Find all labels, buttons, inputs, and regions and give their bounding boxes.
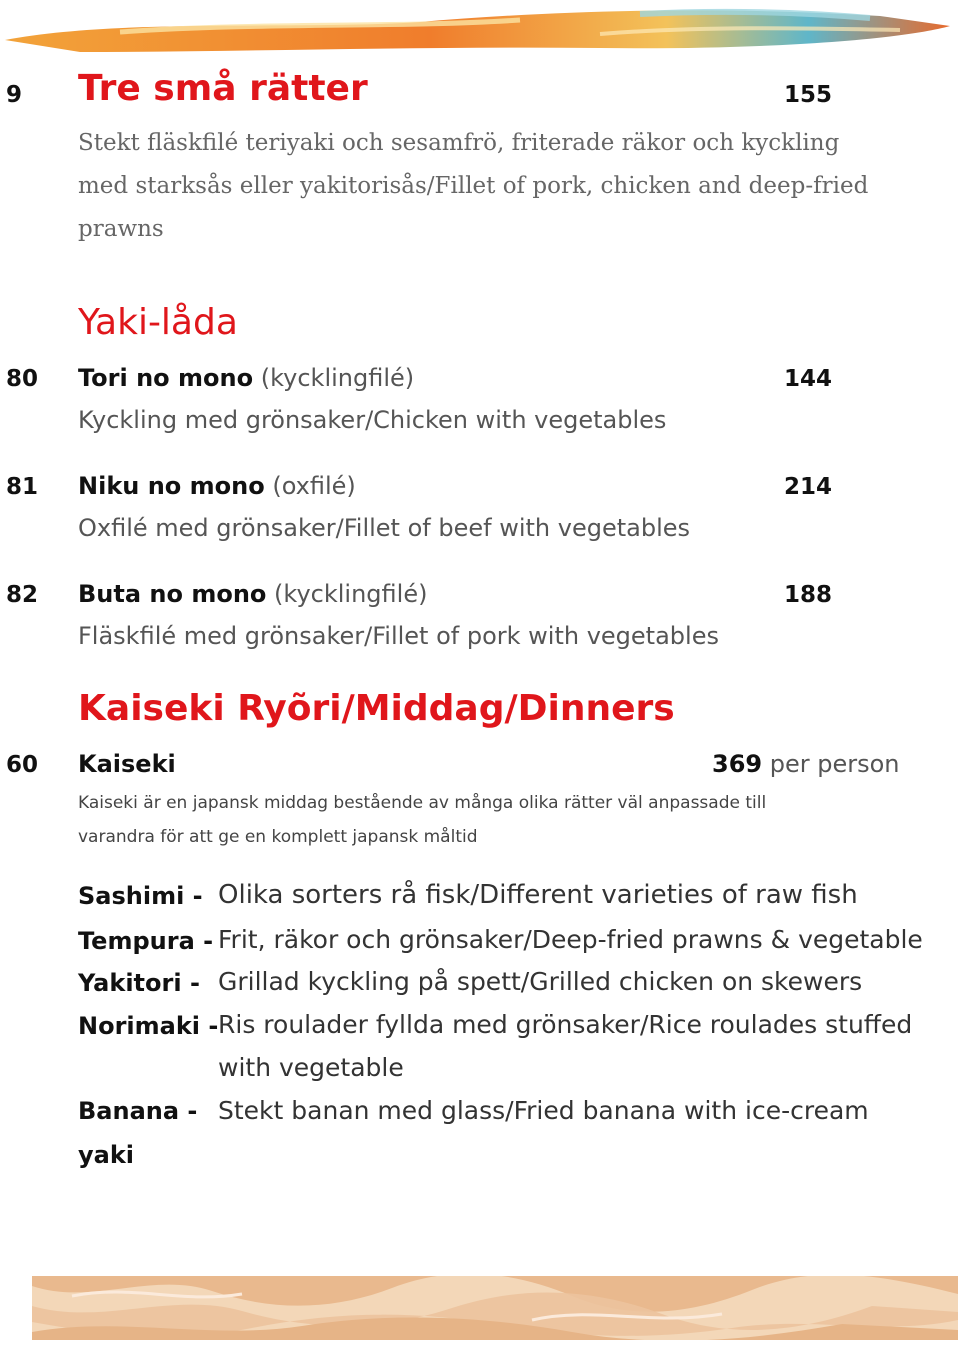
item-name-bold: Tori no mono: [78, 364, 254, 392]
item-title-tre-sma-ratter: Tre små rätter: [78, 68, 368, 109]
course-label-sashimi: Sashimi -: [78, 882, 203, 910]
course-description: Frit, räkor och grönsaker/Deep-fried prawns & vegetable: [218, 925, 923, 954]
course-description-line: Ris roulader fyllda med grönsaker/Rice roulades stuffed: [218, 1010, 913, 1039]
item-description-line: Kaiseki är en japansk middag bestående av många olika rätter väl anpassade till: [78, 793, 767, 813]
item-price: 188: [784, 582, 833, 608]
item-description-line: Stekt fläskfilé teriyaki och sesamfrö, friterade räkor och kyckling: [78, 130, 840, 156]
item-description: Kyckling med grönsaker/Chicken with vegetables: [78, 406, 667, 434]
item-name-tori-no-mono: [78, 364, 414, 392]
item-price: 144: [784, 366, 833, 392]
item-number: 82: [6, 582, 39, 608]
course-description: Grillad kyckling på spett/Grilled chicken on skewers: [218, 967, 863, 996]
item-price: 369: [712, 750, 763, 778]
item-number: 80: [6, 366, 39, 392]
item-number: 81: [6, 474, 39, 500]
section-title-kaiseki: Kaiseki Ryõri/Middag/Dinners: [78, 688, 675, 729]
course-description: Olika sorters rå fisk/Different varieties of raw fish: [218, 880, 858, 910]
course-label-yakitori: Yakitori -: [78, 969, 200, 997]
price-unit: per person: [769, 750, 900, 778]
item-number: 60: [6, 752, 39, 778]
item-name-kaiseki: [78, 750, 176, 778]
item-name-buta-no-mono: [78, 580, 427, 608]
item-name-bold: Niku no mono: [78, 472, 265, 500]
item-detail: (kycklingfilé): [260, 364, 415, 392]
item-detail: (kycklingfilé): [274, 580, 428, 608]
top-decorative-banner: [0, 0, 960, 62]
item-description: Fläskfilé med grönsaker/Fillet of pork with vegetables: [78, 622, 719, 650]
item-detail: (oxfilé): [272, 472, 356, 500]
course-label-norimaki: Norimaki -: [78, 1012, 219, 1040]
item-name-bold: Buta no mono: [78, 580, 267, 608]
item-description-line: varandra för att ge en komplett japansk måltid: [78, 827, 478, 847]
course-description-line: with vegetable: [218, 1053, 404, 1082]
item-price: 214: [784, 474, 833, 500]
bottom-decorative-banner: [32, 1276, 958, 1340]
item-description-line: med starksås eller yakitorisås/Fillet of pork, chicken and deep-fried: [78, 173, 869, 199]
course-description: Stekt banan med glass/Fried banana with ice-cream: [218, 1096, 869, 1125]
section-title-yaki-lada: Yaki-låda: [78, 302, 238, 343]
item-name-niku-no-mono: [78, 472, 356, 500]
item-number: 9: [6, 82, 23, 108]
course-label-tempura: Tempura -: [78, 927, 214, 955]
item-description-line: prawns: [78, 216, 164, 242]
course-label-banana: Banana -: [78, 1097, 198, 1125]
course-label-yaki: yaki: [78, 1141, 135, 1169]
item-price-per-person: [712, 750, 900, 778]
item-price: 155: [784, 82, 833, 108]
item-name-bold: Kaiseki: [78, 750, 176, 778]
item-description: Oxfilé med grönsaker/Fillet of beef with vegetables: [78, 514, 690, 542]
